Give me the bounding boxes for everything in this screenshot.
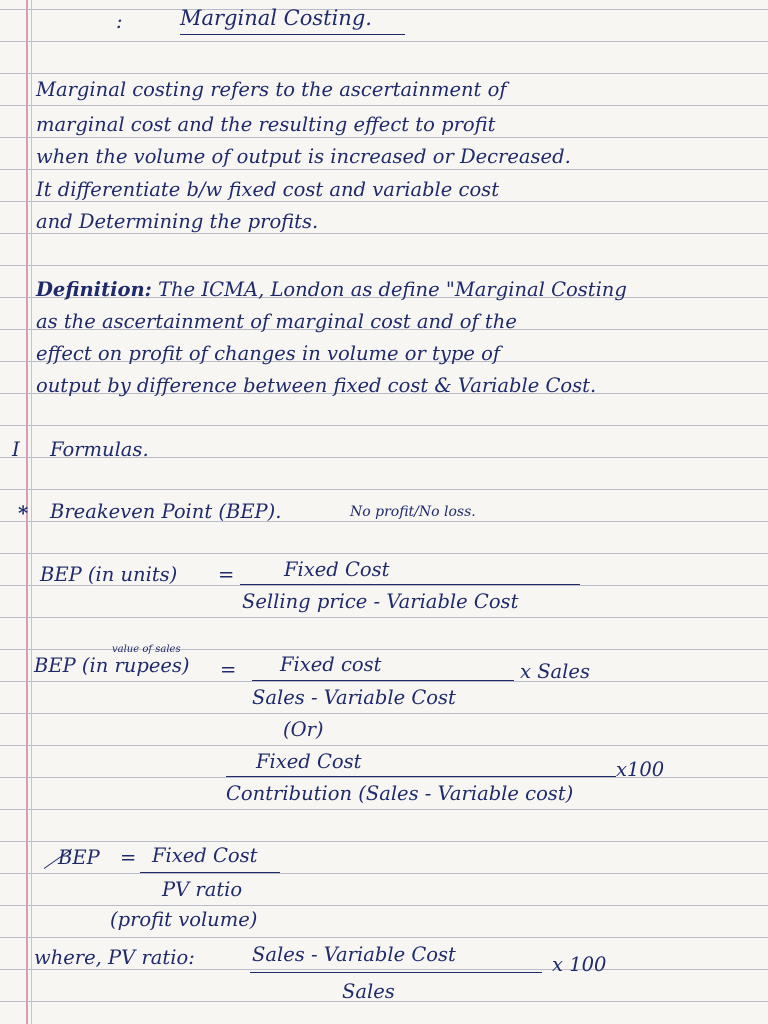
bep-heading: Breakeven Point (BEP). (50, 500, 282, 523)
formulas-heading: Formulas. (50, 438, 149, 461)
bep-pv-fraction-bar (140, 872, 280, 873)
pv-ratio-fraction-bar (250, 972, 542, 973)
definition-text-1 (36, 280, 627, 300)
bep-units-lhs: BEP (in units) (40, 563, 178, 586)
bep-pv-denominator: PV ratio (162, 878, 243, 901)
bep-rupees-eq: = (220, 658, 237, 681)
bep-rupees-or: (Or) (283, 718, 324, 741)
pv-ratio-multiplier: x 100 (552, 953, 607, 976)
bep-rupees-lhs: BEP (in rupees) (34, 654, 190, 677)
intro-line-3: when the volume of output is increased or Decreased. (36, 145, 571, 168)
intro-line-4: It differentiate b/w fixed cost and variable cost (36, 178, 500, 201)
pv-ratio-numerator: Sales - Variable Cost (252, 943, 456, 966)
bep-rupees-superscript: value of sales (112, 644, 181, 655)
bep-rupees-alt-multiplier: x100 (616, 758, 665, 781)
definition-line-3: effect on profit of changes in volume or type of (36, 342, 501, 365)
intro-line-5: and Determining the profits. (36, 210, 319, 233)
bep-rupees-alt-denominator: Contribution (Sales - Variable cost) (226, 782, 574, 805)
pv-ratio-denominator: Sales (342, 980, 395, 1003)
bep-pv-eq: = (120, 846, 137, 869)
bep-pv-note: (profit volume) (110, 908, 258, 931)
bep-bullet: * (18, 502, 29, 525)
bep-units-denominator: Selling price - Variable Cost (242, 590, 519, 613)
bep-rupees-fraction-bar (252, 680, 514, 681)
bep-rupees-denominator: Sales - Variable Cost (252, 686, 456, 709)
bep-note: No profit/No loss. (350, 504, 476, 520)
bep-rupees-alt-fraction-bar (226, 776, 616, 777)
formulas-numeral: I (12, 438, 20, 461)
definition-label: Definition: (36, 278, 152, 301)
definition-line-4: output by difference between fixed cost & Variable Cost. (36, 374, 597, 397)
bep-rupees-multiplier: x Sales (520, 660, 590, 683)
pv-ratio-lhs: where, PV ratio: (34, 946, 195, 969)
definition-line-1: The ICMA, London as define "Marginal Costing (151, 278, 627, 301)
margin-line-inner (31, 0, 32, 1024)
intro-line-1: Marginal costing refers to the ascertainment of (36, 78, 507, 101)
page-title: Marginal Costing. (180, 6, 372, 30)
bep-units-fraction-bar (240, 584, 580, 585)
bep-pv-numerator: Fixed Cost (152, 844, 258, 867)
bep-units-numerator: Fixed Cost (284, 558, 390, 581)
title-underline (180, 34, 405, 35)
bep-rupees-alt-numerator: Fixed Cost (256, 750, 362, 773)
bep-pv-lhs: BEP (58, 846, 100, 869)
definition-line-2: as the ascertainment of marginal cost and of the (36, 310, 517, 333)
header-mark: : (116, 10, 123, 33)
intro-line-2: marginal cost and the resulting effect to profit (36, 113, 496, 136)
bep-units-eq: = (218, 563, 235, 586)
bep-rupees-numerator: Fixed cost (280, 653, 382, 676)
